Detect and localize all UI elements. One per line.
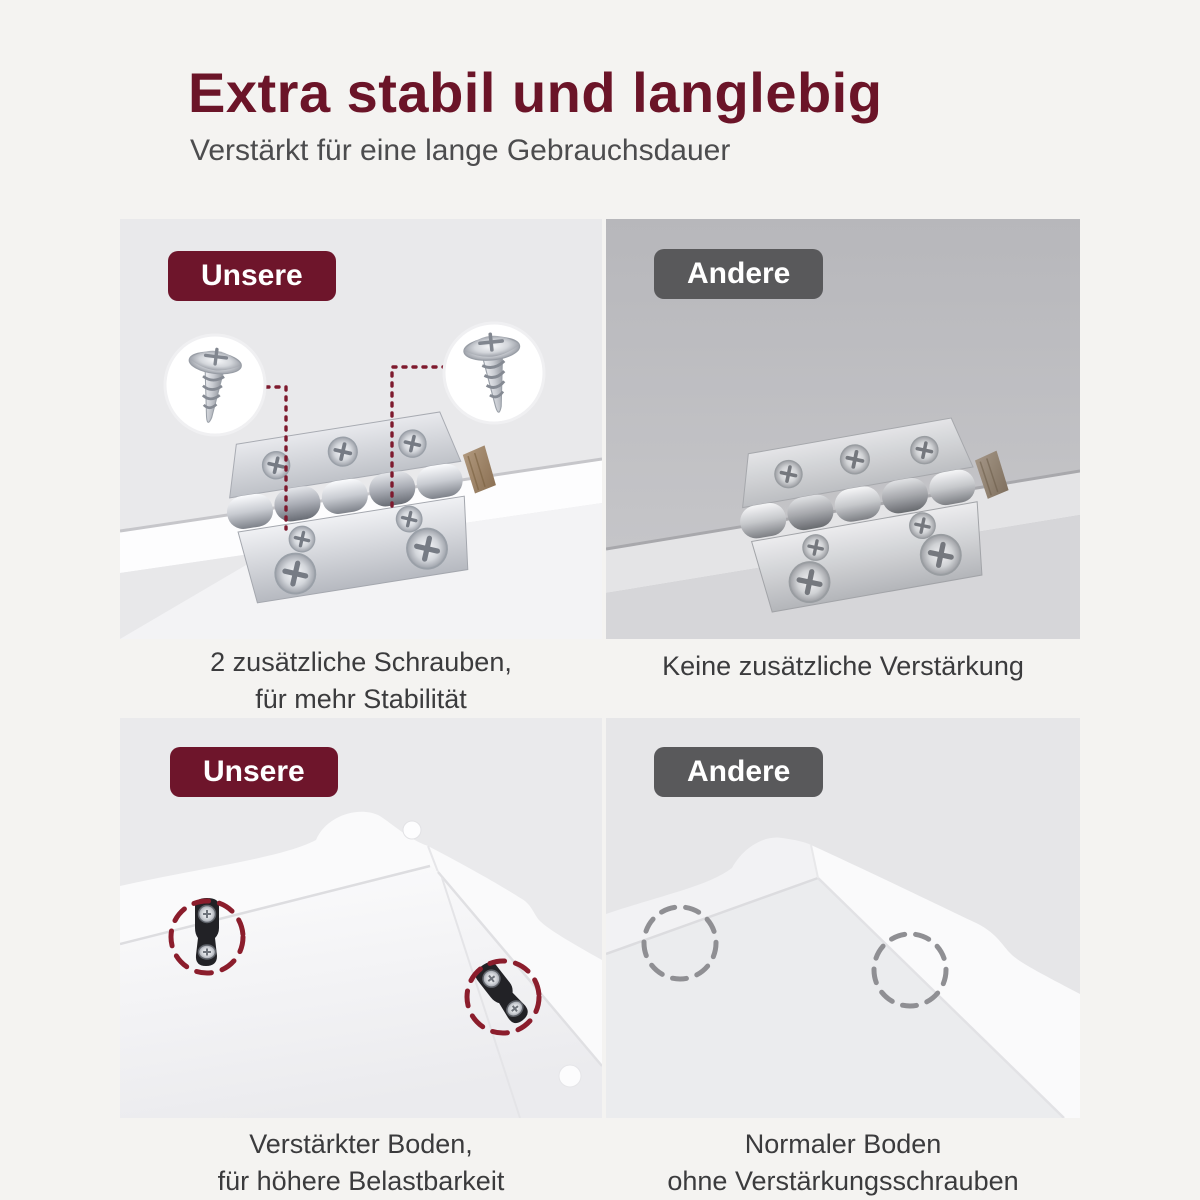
corner-bracket-left bbox=[195, 898, 219, 966]
caption-line: Keine zusätzliche Verstärkung bbox=[662, 651, 1024, 681]
badge-ours: Unsere bbox=[168, 251, 336, 301]
caption-ours-hinge bbox=[120, 644, 602, 718]
badge-other: Andere bbox=[654, 747, 823, 797]
caption-other-hinge bbox=[606, 648, 1080, 685]
caption-line: für mehr Stabilität bbox=[255, 684, 467, 714]
caption-line: Normaler Boden bbox=[744, 1129, 942, 1159]
caption-other-drawer-floor bbox=[606, 1126, 1080, 1200]
caption-line: Verstärkter Boden, bbox=[249, 1129, 473, 1159]
screw-callout-left bbox=[165, 335, 265, 435]
caption-ours-drawer-floor bbox=[120, 1126, 602, 1200]
drawer-foot bbox=[403, 821, 421, 839]
screw-callout-right bbox=[444, 323, 544, 423]
caption-line: 2 zusätzliche Schrauben, bbox=[210, 647, 512, 677]
page-title: Extra stabil und langlebig bbox=[188, 61, 883, 124]
page-subtitle: Verstärkt für eine lange Gebrauchsdauer bbox=[190, 134, 731, 167]
badge-ours: Unsere bbox=[170, 747, 338, 797]
badge-other: Andere bbox=[654, 249, 823, 299]
drawer-foot bbox=[559, 1065, 581, 1087]
caption-line: für höhere Belastbarkeit bbox=[217, 1166, 505, 1196]
caption-line: ohne Verstärkungsschrauben bbox=[667, 1166, 1019, 1196]
